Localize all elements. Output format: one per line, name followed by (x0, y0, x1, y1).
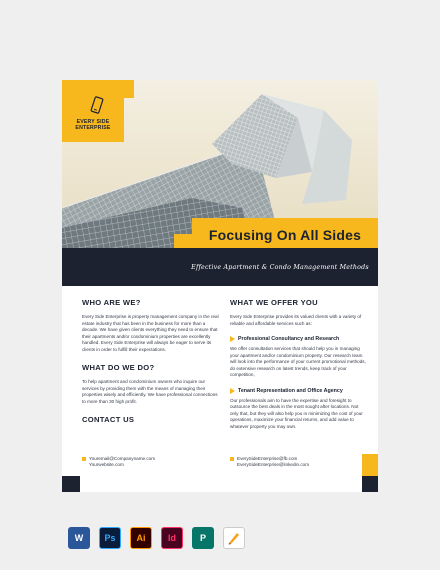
left-column (82, 298, 220, 424)
pen-icon (227, 531, 241, 545)
flyer-title: Focusing On All Sides (208, 227, 362, 243)
service-2-header (230, 388, 368, 394)
contact-heading: CONTACT US (82, 415, 135, 424)
logo-line-1: EVERY SIDE (76, 119, 110, 125)
phone-outline-icon (90, 96, 104, 114)
social-facebook[interactable]: EverySideEnterprise@fb.com (237, 456, 298, 461)
corner-accent-dark-left (62, 476, 80, 492)
chevron-right-icon (230, 388, 235, 394)
logo-block-extension (124, 80, 134, 98)
corner-accent-dark-right (362, 476, 378, 492)
service-2-title: Tenant Representation and Office Agency (238, 387, 343, 394)
service-1-title: Professional Consultancy and Research (238, 336, 340, 342)
social-list (230, 456, 309, 469)
who-text: Every Side Enterprise is property management company in the real estate industry that has been in the business for more than a decade. We have given clients everything they need to ensure that their apartments and/or condominium properties are excellently handled. Every Side Enterprise will always be eager to serve its clients in order to fulfill their expectations. (82, 314, 219, 352)
app-icon-row (68, 527, 245, 549)
who-heading: WHO ARE WE? (82, 298, 141, 307)
service-1-header (230, 336, 368, 342)
contact-website[interactable]: Yourwebsite.com (89, 462, 124, 468)
illustrator-icon[interactable]: Ai (130, 527, 152, 549)
flyer-page (62, 80, 378, 492)
indesign-icon[interactable]: Id (161, 527, 183, 549)
logo-text (62, 119, 124, 131)
social-linkedin[interactable]: EverySideEnterprise@linkedin.com (237, 462, 310, 468)
bullet-square-icon (82, 457, 86, 461)
pages-icon[interactable] (223, 527, 245, 549)
what-text: To help apartment and condominium owners who inquire our services by providing them with the means of managing their properties wisely and efficiently. We have professional connections to more than 30 high profit. (82, 379, 218, 404)
offer-intro: Every Side Enterprise provides its valued clients with a variety of reliable and affordable services such as: (230, 314, 362, 326)
bullet-square-icon (230, 457, 234, 461)
photoshop-icon[interactable]: Ps (99, 527, 121, 549)
logo-line-2: ENTERPRISE (75, 125, 111, 132)
right-column (230, 298, 368, 430)
publisher-icon[interactable]: P (192, 527, 214, 549)
offer-heading: WHAT WE OFFER YOU (230, 298, 318, 307)
tagline: Effective Apartment & Condo Management Methods (191, 264, 369, 271)
what-heading: WHAT DO WE DO? (82, 363, 155, 372)
contact-list (82, 456, 155, 469)
chevron-right-icon (230, 336, 235, 342)
contact-website-row (82, 462, 155, 468)
service-2-text: Our professionals aim to have the expertise and foresight to outsource the best deals in the most sought after locations. Not only that, but they will also help you in minimizing the cost of your operations, maximize your financial returns, and add value to whatever property you may own. (230, 397, 363, 429)
corner-accent-yellow-right (362, 454, 378, 476)
contact-email[interactable]: Youremail@Companyname.com (89, 456, 156, 461)
service-1-text: We offer consultation services that should help you in managing your apartment and/or condominium property. Our research team will look into the performance of your current promotional methods, do extensive research on latest trends, keep track of your competition, (230, 346, 366, 377)
word-icon[interactable]: W (68, 527, 90, 549)
social-linkedin-row (230, 462, 309, 468)
